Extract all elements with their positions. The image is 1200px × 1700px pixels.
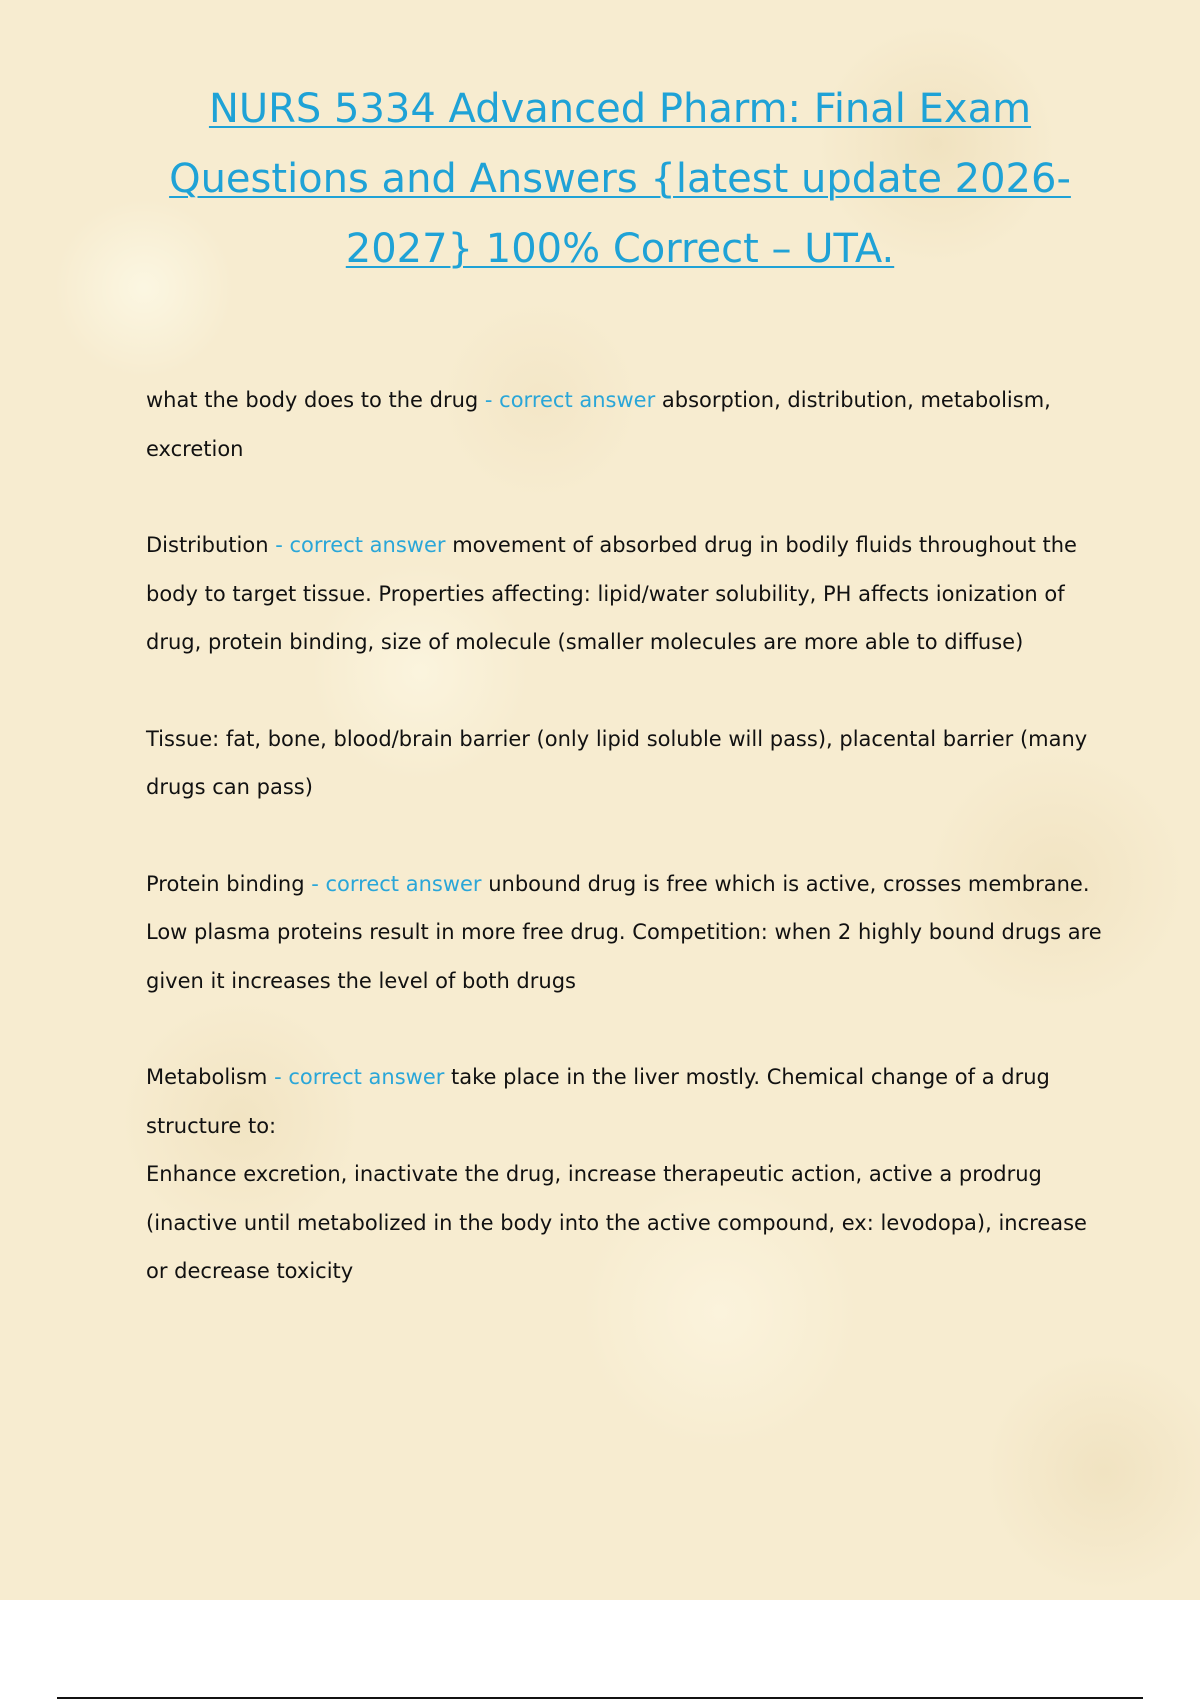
correct-answer-label: - correct answer <box>484 388 662 412</box>
qa-term: Metabolism <box>146 1065 275 1089</box>
qa-answer-continued: Enhance excretion, inactivate the drug, increase therapeutic action, active a prodrug (inactive until metabolized in the body into the active compound, ex: levodopa), increase or decrease toxicity <box>146 1162 1087 1283</box>
qa-entry-metabolism <box>146 1053 1106 1296</box>
qa-term: what the body does to the drug <box>146 388 485 412</box>
qa-entry-body-does <box>146 376 1106 473</box>
qa-answer: take place in the liver mostly. Chemical change of a drug structure to: <box>146 1065 1050 1138</box>
footer-divider <box>57 1697 1143 1699</box>
qa-answer: unbound drug is free which is active, crosses membrane. Low plasma proteins result in more free drug. Competition: when 2 highly bound drugs are given it increases the level of both drugs <box>146 871 1102 993</box>
correct-answer-label: - correct answer <box>311 871 489 896</box>
qa-term: Distribution <box>146 533 276 557</box>
qa-entry-distribution <box>146 521 1106 667</box>
qa-term: Protein binding <box>146 871 312 896</box>
qa-entry-protein-binding <box>146 860 1106 1006</box>
qa-answer: Tissue: fat, bone, blood/brain barrier (only lipid soluble will pass), placental barrier (many drugs can pass) <box>146 726 1088 799</box>
qa-entry-tissue <box>146 715 1106 812</box>
correct-answer-label: - correct answer <box>275 533 453 557</box>
title-block <box>140 74 1100 284</box>
correct-answer-label: - correct answer <box>274 1065 452 1089</box>
qa-answer: movement of absorbed drug in bodily fluids throughout the body to target tissue. Properties affecting: lipid/water solubility, PH affects ionization of drug, protein binding, size of molecule (smaller molecules are more able to diffuse) <box>146 533 1077 654</box>
qa-answer: absorption, distribution, metabolism, excretion <box>146 388 1051 461</box>
document-title: NURS 5334 Advanced Pharm: Final Exam Questions and Answers {latest update 2026-2027} 100% Correct – UTA. <box>169 86 1071 272</box>
qa-list <box>146 376 1106 1344</box>
